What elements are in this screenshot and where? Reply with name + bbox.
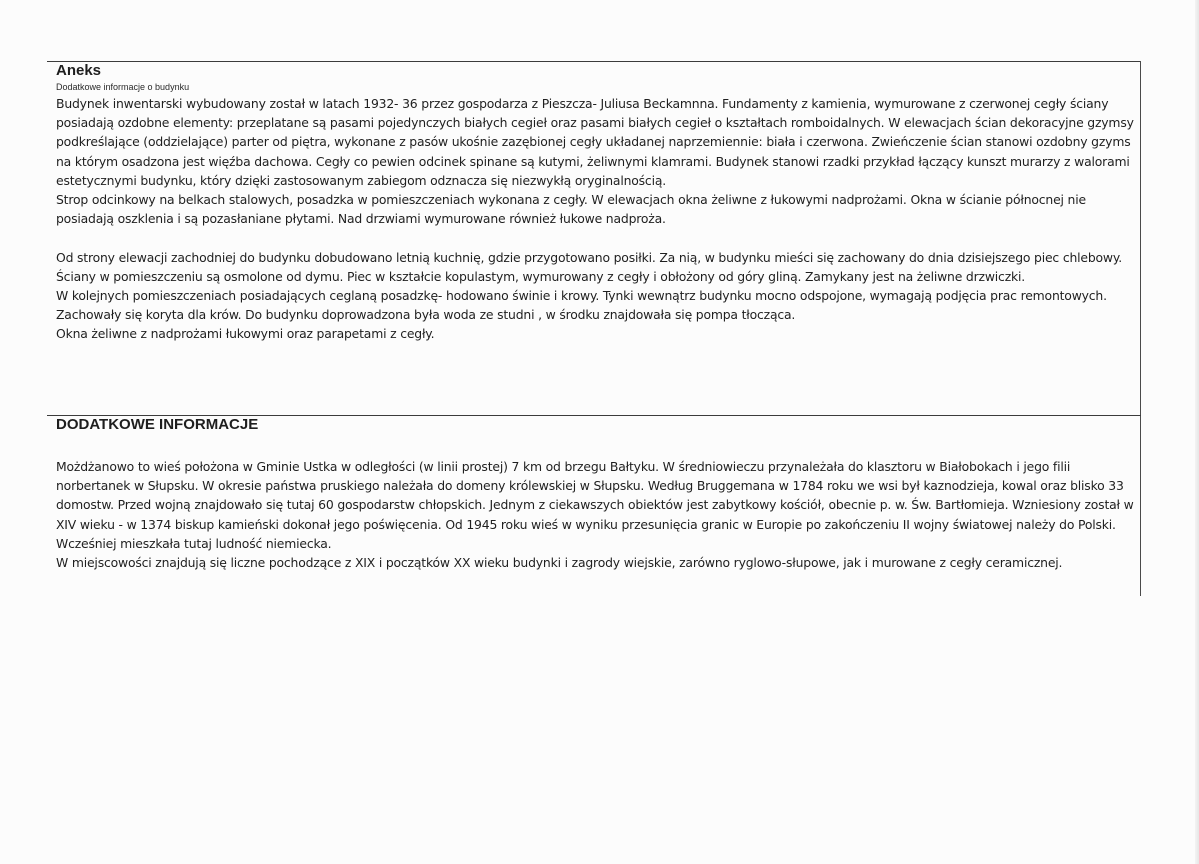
annex-paragraph: Okna żeliwne z nadprożami łukowymi oraz parapetami z cegły. — [56, 326, 435, 342]
annex-body — [56, 94, 1136, 344]
right-border-annex — [1140, 61, 1141, 416]
annex-paragraph: Budynek inwentarski wybudowany został w latach 1932- 36 przez gospodarza z Pieszcza- Juliusa Beckamnna. Fundamenty z kamienia, wymurowane z czerwonej cegły ściany posiadają ozdobne elementy: przeplatane są pasami pojedynczych białych cegieł oraz pasami białych cegieł o kształtach romboidalnych. W elewacjach ścian dekoracyjne gzymsy podkreślające (oddzielające) parter od piętra, wykonane z pasów ukośnie zazębionej cegły układanej naprzemiennie: biała i czerwona. Zwieńczenie ścian stanowi ozdobny gzyms na którym osadzona jest więźba dachowa. Cegły co pewien odcinek spinane są kutymi, żeliwnymi klamrami. Budynek stanowi rzadki przykład łączący kunszt murarzy z walorami estetycznymi budynku, który dzięki zastosowanym zabiegom odznacza się niezwykłą oryginalnością. — [56, 96, 1134, 188]
paragraph-gap — [56, 228, 1136, 247]
annex-paragraph: W kolejnych pomieszczeniach posiadających ceglaną posadzkę- hodowano świnie i krowy. Tynki wewnątrz budynku mocno odspojone, wymagają podjęcia prac remontowych. Zachowały się koryta dla krów. Do budynku doprowadzona była woda ze studni , w środku znajdowała się pompa tłocząca. — [56, 288, 1107, 323]
annex-title: Aneks — [56, 62, 102, 79]
page-edge — [1195, 0, 1199, 864]
extra-info-body — [56, 457, 1136, 572]
top-divider — [47, 61, 1141, 62]
document-frame — [47, 61, 1141, 596]
extra-info-paragraph: Możdżanowo to wieś położona w Gminie Ustka w odległości (w linii prostej) 7 km od brzegu Bałtyku. W średniowieczu przynależała do klasztoru w Białobokach i jego filii norbertanek w Słupsku. W okresie państwa pruskiego należała do domeny królewskiej w Słupsku. Według Bruggemana w 1784 roku we wsi był kaznodzieja, kowal oraz blisko 33 domostw. Przed wojną znajdowało się tutaj 60 gospodarstw chłopskich. Jednym z ciekawszych obiektów jest zabytkowy kościół, obecnie p. w. Św. Bartłomieja. Wzniesiony został w XIV wieku - w 1374 biskup kamieński dokonał jego poświęcenia. Od 1945 roku wieś w wyniku przesunięcia granic w Europie po zakończeniu II wojny światowej należy do Polski. Wcześniej mieszkała tutaj ludność niemiecka. — [56, 459, 1134, 551]
annex-subtitle: Dodatkowe informacje o budynku — [56, 82, 190, 92]
annex-paragraph: Strop odcinkowy na belkach stalowych, posadzka w pomieszczeniach wykonana z cegły. W elewacjach okna żeliwne z łukowymi nadprożami. Okna w ścianie północnej nie posiadają oszklenia i są pozasłaniane płytami. Nad drzwiami wymurowane również łukowe nadproża. — [56, 192, 1086, 227]
extra-info-title: DODATKOWE INFORMACJE — [56, 416, 259, 433]
annex-paragraph: Od strony elewacji zachodniej do budynku dobudowano letnią kuchnię, gdzie przygotowano posiłki. Za nią, w budynku mieści się zachowany do dnia dzisiejszego piec chlebowy. Ściany w pomieszczeniu są osmolone od dymu. Piec w kształcie kopulastym, wymurowany z cegły i obłożony od góry gliną. Zamykany jest na żeliwne drzwiczki. — [56, 249, 1123, 284]
right-border-extra — [1140, 416, 1141, 596]
extra-info-paragraph: W miejscowości znajdują się liczne pochodzące z XIX i początków XX wieku budynki i zagrody wiejskie, zarówno ryglowo-słupowe, jak i murowane z cegły ceramicznej. — [56, 555, 1063, 571]
